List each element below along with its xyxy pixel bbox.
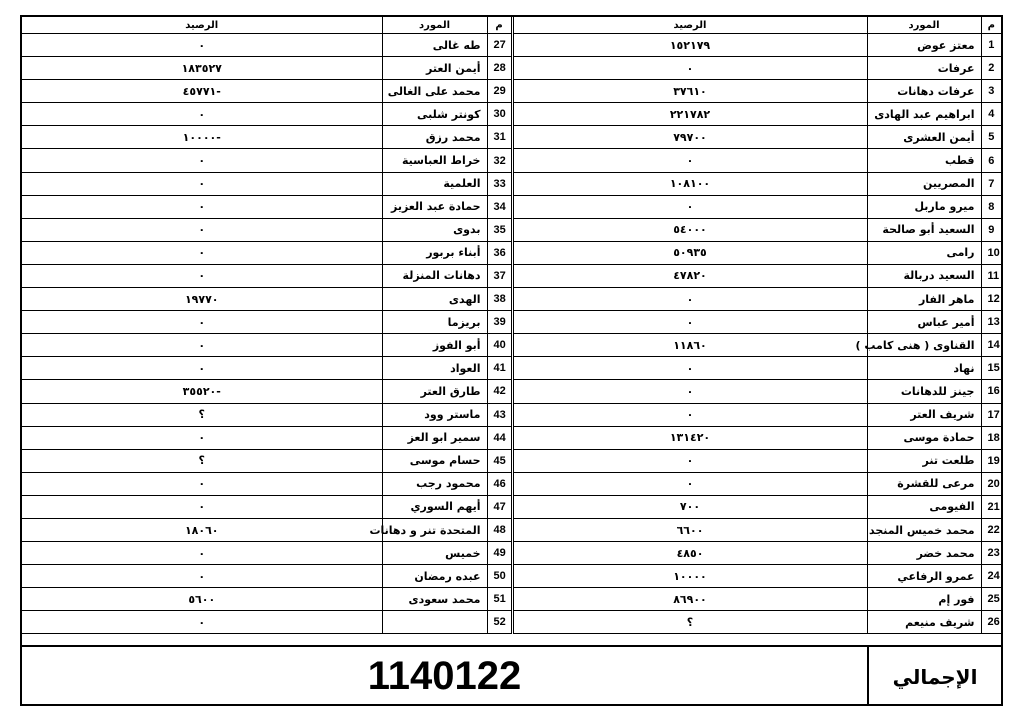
right-row-number: 1 [981,34,1001,57]
left-balance-cell: ٠ [22,241,382,264]
left-row-number: 31 [487,126,512,149]
right-supplier-cell: نهاد [867,357,981,380]
right-supplier-cell: عرفات [867,57,981,80]
right-row-number: 15 [981,357,1001,380]
right-row-number: 7 [981,172,1001,195]
left-balance-cell: ٠ [22,195,382,218]
left-supplier-cell: الهدى [382,288,487,311]
left-balance-header: الرصيد [22,17,382,34]
right-supplier-cell: السعيد أبو صالحة [867,218,981,241]
table-row [22,34,1001,57]
right-row-number: 3 [981,80,1001,103]
right-balance-cell: ٠ [512,57,867,80]
right-row-number: 16 [981,380,1001,403]
left-row-number: 37 [487,264,512,287]
right-row-number: 9 [981,218,1001,241]
left-supplier-cell: العلمية [382,172,487,195]
right-balance-cell: ٠ [512,195,867,218]
right-supplier-cell: محمد خضر [867,542,981,565]
right-balance-cell: ٠ [512,357,867,380]
left-balance-cell: ٠ [22,426,382,449]
left-supplier-cell: حمادة عبد العزيز [382,195,487,218]
right-row-number: 19 [981,449,1001,472]
right-supplier-cell: المصريين [867,172,981,195]
left-row-number: 48 [487,518,512,541]
right-balance-cell: ٥٤٠٠٠ [512,218,867,241]
left-supplier-cell: حسام موسى [382,449,487,472]
table-row [22,103,1001,126]
right-supplier-cell: ابراهيم عبد الهادى [867,103,981,126]
left-m-header: م [487,17,512,34]
table-row [22,334,1001,357]
right-supplier-cell: فور إم [867,588,981,611]
table-row [22,588,1001,611]
right-balance-cell: ١٠٠٠٠ [512,565,867,588]
left-supplier-cell: طه غالى [382,34,487,57]
balance-table [22,17,1001,634]
left-balance-cell: ؟ [22,403,382,426]
left-row-number: 28 [487,57,512,80]
left-row-number: 33 [487,172,512,195]
left-balance-cell: ١٨٠٦٠ [22,518,382,541]
right-balance-cell: ٧٩٧٠٠ [512,126,867,149]
table-row [22,472,1001,495]
table-row [22,565,1001,588]
right-row-number: 23 [981,542,1001,565]
left-supplier-cell: العواد [382,357,487,380]
right-row-number: 8 [981,195,1001,218]
right-balance-cell: ٧٠٠ [512,495,867,518]
right-row-number: 26 [981,611,1001,634]
right-supplier-cell: رامى [867,241,981,264]
total-value: 1140122 [367,654,522,698]
table-row [22,357,1001,380]
left-supplier-cell: دهانات المنزلة [382,264,487,287]
table-row [22,149,1001,172]
left-row-number: 41 [487,357,512,380]
left-balance-cell: ٠ [22,542,382,565]
left-balance-cell: -٣٥٥٢٠ [22,380,382,403]
left-balance-cell: ٥٦٠٠ [22,588,382,611]
right-row-number: 4 [981,103,1001,126]
left-balance-cell: ٠ [22,149,382,172]
left-row-number: 42 [487,380,512,403]
left-balance-cell: ١٩٧٧٠ [22,288,382,311]
table-row [22,518,1001,541]
right-balance-cell: ؟ [512,611,867,634]
left-balance-cell: ٠ [22,334,382,357]
left-supplier-cell: بدوى [382,218,487,241]
right-balance-cell: ٠ [512,380,867,403]
right-row-number: 11 [981,264,1001,287]
right-supplier-cell: شريف العتر [867,403,981,426]
right-supplier-cell: أمير عباس [867,311,981,334]
left-row-number: 35 [487,218,512,241]
left-row-number: 36 [487,241,512,264]
right-row-number: 6 [981,149,1001,172]
left-supplier-cell: سمير ابو العز [382,426,487,449]
left-supplier-cell: خراط العباسية [382,149,487,172]
left-supplier-cell: طارق العتر [382,380,487,403]
table-row [22,449,1001,472]
left-row-number: 49 [487,542,512,565]
right-balance-cell: ١١٨٦٠ [512,334,867,357]
left-supplier-cell: محمود رجب [382,472,487,495]
left-row-number: 40 [487,334,512,357]
right-balance-cell: ٠ [512,288,867,311]
right-row-number: 20 [981,472,1001,495]
right-row-number: 2 [981,57,1001,80]
right-supplier-header: المورد [867,17,981,34]
left-row-number: 47 [487,495,512,518]
left-balance-cell: ؟ [22,449,382,472]
right-balance-cell: ٠ [512,403,867,426]
right-row-number: 14 [981,334,1001,357]
left-balance-cell: ٠ [22,495,382,518]
right-supplier-cell: عمرو الرفاعي [867,565,981,588]
left-row-number: 46 [487,472,512,495]
left-supplier-cell: خميس [382,542,487,565]
left-row-number: 32 [487,149,512,172]
left-row-number: 43 [487,403,512,426]
left-balance-cell: ٠ [22,103,382,126]
right-balance-cell: ٠ [512,311,867,334]
right-balance-cell: ٤٨٥٠ [512,542,867,565]
right-row-number: 21 [981,495,1001,518]
right-balance-cell: ٣٧٦١٠ [512,80,867,103]
left-balance-cell: ٠ [22,172,382,195]
table-row [22,403,1001,426]
right-balance-cell: ١٥٢١٧٩ [512,34,867,57]
right-supplier-cell: أيمن العشرى [867,126,981,149]
table-row [22,311,1001,334]
table-row [22,195,1001,218]
right-balance-cell: ٦٦٠٠ [512,518,867,541]
table-row [22,80,1001,103]
right-row-number: 18 [981,426,1001,449]
left-supplier-cell: أيمن العتر [382,57,487,80]
left-supplier-cell: أبو الفوز [382,334,487,357]
left-balance-cell: -٤٥٧٧١ [22,80,382,103]
left-row-number: 51 [487,588,512,611]
table-row [22,172,1001,195]
left-balance-cell: ٠ [22,472,382,495]
table-row [22,611,1001,634]
left-balance-cell: ٠ [22,34,382,57]
left-balance-cell: ٠ [22,218,382,241]
table-row [22,288,1001,311]
total-row [22,645,1001,706]
left-supplier-cell: محمد سعودى [382,588,487,611]
left-balance-cell: ٠ [22,264,382,287]
right-balance-cell: ١٠٨١٠٠ [512,172,867,195]
total-label: الإجمالي [867,647,1001,706]
right-supplier-cell: الفيومى [867,495,981,518]
left-balance-cell: ٠ [22,311,382,334]
right-balance-cell: ١٣١٤٢٠ [512,426,867,449]
right-supplier-cell: قطب [867,149,981,172]
right-supplier-cell: جينز للدهانات [867,380,981,403]
left-row-number: 29 [487,80,512,103]
right-row-number: 22 [981,518,1001,541]
left-row-number: 44 [487,426,512,449]
left-balance-cell: ٠ [22,611,382,634]
right-supplier-cell: القناوى ( هنى كامب ) [867,334,981,357]
left-supplier-cell: أبناء بربور [382,241,487,264]
right-supplier-cell: محمد خميس المنجد [867,518,981,541]
right-balance-cell: ٠ [512,449,867,472]
table-row [22,264,1001,287]
left-row-number: 38 [487,288,512,311]
table-row [22,542,1001,565]
right-supplier-cell: ميرو ماربل [867,195,981,218]
left-row-number: 27 [487,34,512,57]
right-balance-cell: ٢٢١٧٨٢ [512,103,867,126]
left-supplier-cell: محمد رزق [382,126,487,149]
table-row [22,126,1001,149]
left-supplier-cell: المتحدة تنر و دهانات [382,518,487,541]
left-supplier-cell: أيهم السوري [382,495,487,518]
right-row-number: 12 [981,288,1001,311]
right-balance-cell: ٠ [512,149,867,172]
supplier-balance-sheet [20,15,1003,706]
right-supplier-cell: طلعت تنر [867,449,981,472]
right-balance-cell: ٥٠٩٣٥ [512,241,867,264]
right-row-number: 24 [981,565,1001,588]
left-row-number: 34 [487,195,512,218]
left-balance-cell: ٠ [22,357,382,380]
right-row-number: 5 [981,126,1001,149]
left-supplier-cell: كونتر شلبى [382,103,487,126]
table-row [22,57,1001,80]
table-body [22,34,1001,634]
right-supplier-cell: السعيد دربالة [867,264,981,287]
table-row [22,495,1001,518]
right-row-number: 17 [981,403,1001,426]
left-row-number: 39 [487,311,512,334]
right-balance-cell: ٨٦٩٠٠ [512,588,867,611]
right-supplier-cell: مرعى للقشرة [867,472,981,495]
left-row-number: 30 [487,103,512,126]
right-balance-header: الرصيد [512,17,867,34]
right-row-number: 10 [981,241,1001,264]
table-row [22,380,1001,403]
table-row [22,218,1001,241]
right-row-number: 25 [981,588,1001,611]
left-row-number: 50 [487,565,512,588]
left-supplier-cell [382,611,487,634]
right-balance-cell: ٤٧٨٢٠ [512,264,867,287]
right-supplier-cell: شريف منيعم [867,611,981,634]
right-supplier-cell: حمادة موسى [867,426,981,449]
left-balance-cell: -١٠٠٠٠ [22,126,382,149]
left-row-number: 45 [487,449,512,472]
right-row-number: 13 [981,311,1001,334]
header-row [22,17,1001,34]
left-balance-cell: ٠ [22,565,382,588]
left-supplier-cell: عبده رمضان [382,565,487,588]
table-row [22,241,1001,264]
left-supplier-cell: بريزما [382,311,487,334]
table-row [22,426,1001,449]
left-supplier-header: المورد [382,17,487,34]
right-supplier-cell: ماهر الفار [867,288,981,311]
left-row-number: 52 [487,611,512,634]
right-balance-cell: ٠ [512,472,867,495]
right-supplier-cell: عرفات دهانات [867,80,981,103]
right-m-header: م [981,17,1001,34]
left-supplier-cell: ماستر وود [382,403,487,426]
right-supplier-cell: معتز عوض [867,34,981,57]
left-supplier-cell: محمد على الغالى [382,80,487,103]
left-balance-cell: ١٨٣٥٢٧ [22,57,382,80]
